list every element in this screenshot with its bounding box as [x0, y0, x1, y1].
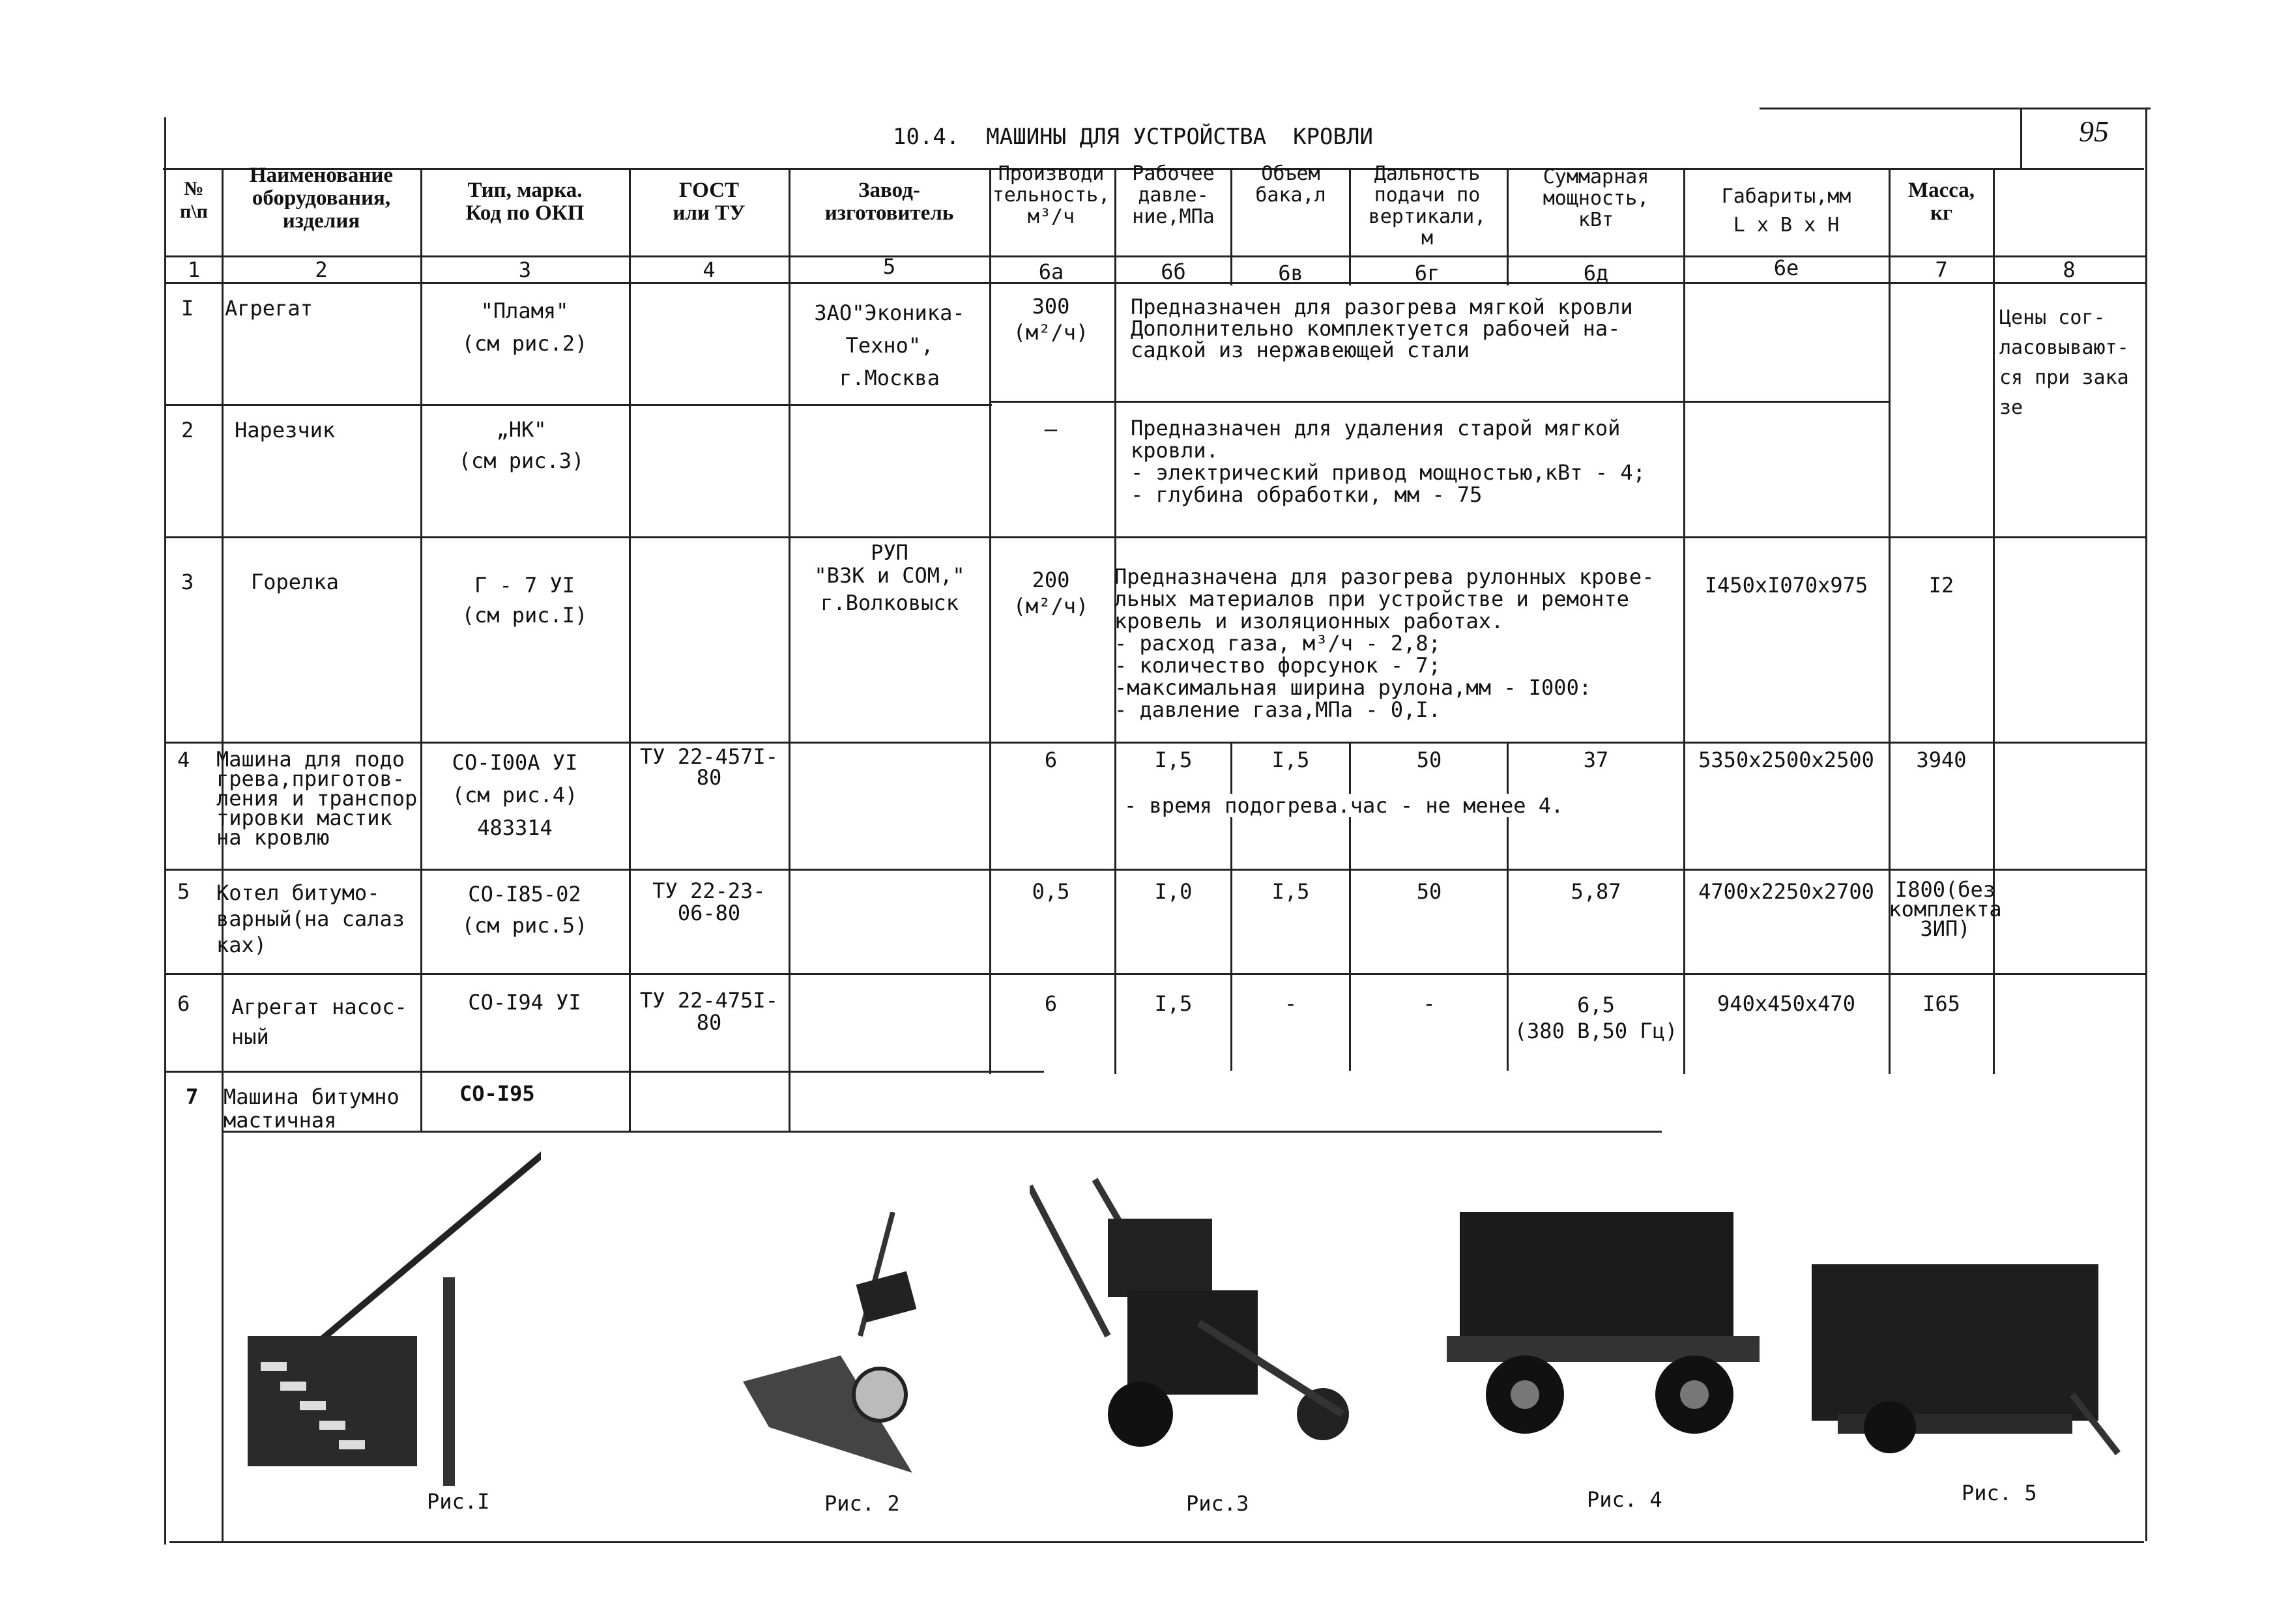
row-6-p6a: 6 — [1044, 991, 1058, 1016]
caption-fig-4: Рис. 4 — [1587, 1487, 1662, 1512]
row-3-p6a: 200 (м²/ч) — [1013, 568, 1089, 618]
col-line-6b-lower — [1230, 742, 1232, 1071]
row-5-p6v: I,5 — [1271, 879, 1310, 904]
row-4-num: 4 — [177, 747, 190, 772]
caption-fig-3: Рис.3 — [1186, 1491, 1249, 1516]
row-1-note: Цены сог- ласовывают- ся при зака зе — [1999, 306, 2129, 419]
header-name: Наименование оборудования, изделия — [250, 164, 393, 233]
col-line-2 — [420, 168, 422, 1133]
caption-fig-5: Рис. 5 — [1962, 1481, 2037, 1505]
row-4-type: СО-I00А УI (см рис.4) 483314 — [452, 750, 578, 840]
outer-right-line — [2145, 108, 2147, 1541]
colnum-7: 7 — [1935, 257, 1948, 282]
colnum-2: 2 — [315, 257, 328, 282]
header-num: № п\п — [180, 178, 208, 222]
colnum-6b: 6б — [1161, 259, 1186, 284]
row-1-name: Агрегат — [225, 296, 313, 321]
row-4-gost: ТУ 22-457I- 80 — [640, 744, 778, 790]
row-3-type: Г - 7 УI (см рис.I) — [461, 573, 588, 628]
row-6-name: Агрегат насос- ный — [231, 994, 407, 1049]
row-6-p6g: - — [1423, 991, 1436, 1016]
row-2-desc: Предназначен для удаления старой мягкой кровли. - электрический привод мощностью,кВт - 4; - глубина обработки, мм - 75 — [1131, 416, 1645, 507]
row-2-p6a: — — [1044, 416, 1058, 441]
row-6-dims: 940x450x470 — [1717, 991, 1855, 1016]
row-3-name: Горелка — [251, 570, 339, 594]
header-6b: Рабочее давле- ние,МПа — [1132, 162, 1215, 228]
row-3-maker-top: РУП — [871, 540, 908, 565]
row-line-2 — [164, 536, 2145, 538]
colnum-6d: 6д — [1583, 261, 1609, 285]
row-5-mass: I800(без комплекта ЗИП) — [1889, 877, 2002, 941]
photo-3-heater — [1030, 1167, 1369, 1453]
row-5-dims: 4700x2250x2700 — [1698, 879, 1874, 904]
col-line-6b — [1230, 168, 1232, 285]
header-maker: Завод- изготовитель — [824, 179, 954, 225]
row-6-p6v: - — [1284, 991, 1297, 1016]
photo-5-boiler — [1812, 1264, 2124, 1460]
row-6-gost: ТУ 22-475I- 80 — [640, 988, 778, 1035]
row-4-p6b: I,5 — [1154, 747, 1193, 772]
colnum-1: 1 — [187, 257, 201, 282]
row-7-type: СО-I95 — [459, 1081, 535, 1106]
row-7-num: 7 — [186, 1084, 199, 1109]
row-1-type: "Пламя" (см рис.2) — [461, 298, 588, 356]
row-line-5 — [164, 973, 2145, 975]
row-line-1 — [164, 404, 992, 406]
bottom-line — [169, 1541, 2144, 1543]
row-line-4 — [164, 869, 2145, 871]
row-4-p6v: I,5 — [1271, 747, 1310, 772]
row-6-p6d: 6,5 (380 В,50 Гц) — [1514, 993, 1678, 1043]
top-right-line — [1760, 108, 2151, 109]
header-type: Тип, марка. Код по ОКП — [465, 179, 585, 225]
colnum-4: 4 — [703, 257, 716, 282]
row-6-mass: I65 — [1922, 991, 1960, 1016]
colnum-6v: 6в — [1278, 261, 1303, 285]
row-3-num: 3 — [181, 570, 194, 594]
row-2-type: „НК" (см рис.3) — [458, 417, 585, 473]
header-6a: Производи тельность, м³/ч — [992, 162, 1110, 228]
colnum-3: 3 — [518, 257, 532, 282]
row-1-maker: ЗАО"Эконика- Техно", г.Москва — [814, 300, 965, 390]
row-4-p6d: 37 — [1583, 747, 1609, 772]
colnum-8: 8 — [2063, 257, 2076, 282]
caption-fig-1: Рис.I — [427, 1489, 490, 1514]
row-5-p6d: 5,87 — [1571, 879, 1621, 904]
col-line-6v-lower — [1349, 742, 1351, 1071]
row-4-dims: 5350x2500x2500 — [1698, 747, 1874, 772]
header-6d: Суммарная мощность, кВт — [1543, 166, 1649, 231]
row-5-p6a: 0,5 — [1032, 879, 1070, 904]
row-5-p6g: 50 — [1416, 879, 1442, 904]
colnum-5: 5 — [882, 254, 896, 279]
row-4-extra: - время подогрева.час - не менее 4. — [1124, 793, 1564, 818]
row-7-name: Машина битумно мастичная — [224, 1084, 399, 1133]
page-number: 95 — [2079, 115, 2109, 148]
photo-1-burner — [248, 1147, 541, 1486]
outer-left-line — [164, 117, 166, 1544]
colnum-6e: 6е — [1773, 255, 1799, 280]
row-1-desc: Предназначен для разогрева мягкой кровли Дополнительно комплектуется рабочей на- садкой из нержавеющей стали — [1131, 295, 1633, 362]
row-1-num: I — [181, 296, 194, 321]
col-line-6e — [1683, 168, 1685, 1074]
row-3-mass: I2 — [1928, 573, 1954, 598]
header-7: Масса, кг — [1907, 179, 1975, 225]
colnum-6g: 6г — [1414, 261, 1440, 285]
row-2-name: Нарезчик — [235, 418, 336, 442]
row-5-name: Котел битумо- варный(на салаз ках) — [216, 880, 405, 957]
row-2-num: 2 — [181, 418, 194, 442]
row-5-gost: ТУ 22-23- 06-80 — [652, 878, 766, 925]
row-4-p6a: 6 — [1044, 747, 1058, 772]
photo-2-cutter — [730, 1212, 964, 1486]
caption-fig-2: Рис. 2 — [824, 1491, 900, 1516]
header-6e: Габариты,мм L x B x H — [1721, 185, 1851, 237]
header-6g: Дальность подачи по вертикали, м — [1368, 162, 1486, 250]
header-gost: ГОСТ или ТУ — [673, 179, 746, 225]
inner-left-line — [222, 168, 224, 1543]
row-5-num: 5 — [177, 879, 190, 904]
row-5-type: СО-I85-02 (см рис.5) — [461, 882, 588, 938]
row-line-6 — [164, 1071, 1044, 1073]
row-4-p6g: 50 — [1416, 747, 1442, 772]
page-number-box-left — [2020, 108, 2022, 169]
colnum-6a: 6а — [1038, 259, 1064, 284]
photo-4-truck — [1447, 1206, 1760, 1440]
row-4-name: Машина для подо грева,приготов- ления и транспор тировки мастик на кровлю — [216, 747, 418, 850]
row-5-p6b: I,0 — [1154, 879, 1193, 904]
col-line-3 — [629, 168, 631, 1133]
row-1-p6a: 300 (м²/ч) — [1013, 294, 1089, 345]
col-line-4 — [789, 168, 790, 1133]
row-6-type: СО-I94 УI — [468, 990, 581, 1015]
header-6v: Объем бака,л — [1255, 162, 1326, 207]
row-6-p6b: I,5 — [1154, 991, 1193, 1016]
row-3-desc: Предназначена для разогрева рулонных крове- льных материалов при устройстве и ремонте кровель и изоляционных работах. - расход газа, м³/ч - 2,8; - количество форсунок - 7; -максимальная ширина рулона,мм - I000: - давление газа,МПа - 0,I. — [1114, 564, 1655, 722]
row-3-maker: "ВЗК и СОМ," г.Волковыск — [814, 563, 965, 615]
page-title: 10.4. МАШИНЫ ДЛЯ УСТРОЙСТВА КРОВЛИ — [893, 124, 1373, 150]
row-4-mass: 3940 — [1916, 747, 1967, 772]
row-line-7 — [222, 1131, 1662, 1133]
row-line-1b — [991, 401, 1890, 403]
row-3-dims: I450xI070x975 — [1704, 573, 1868, 598]
row-6-num: 6 — [177, 991, 190, 1016]
row-line-3 — [164, 742, 2145, 744]
